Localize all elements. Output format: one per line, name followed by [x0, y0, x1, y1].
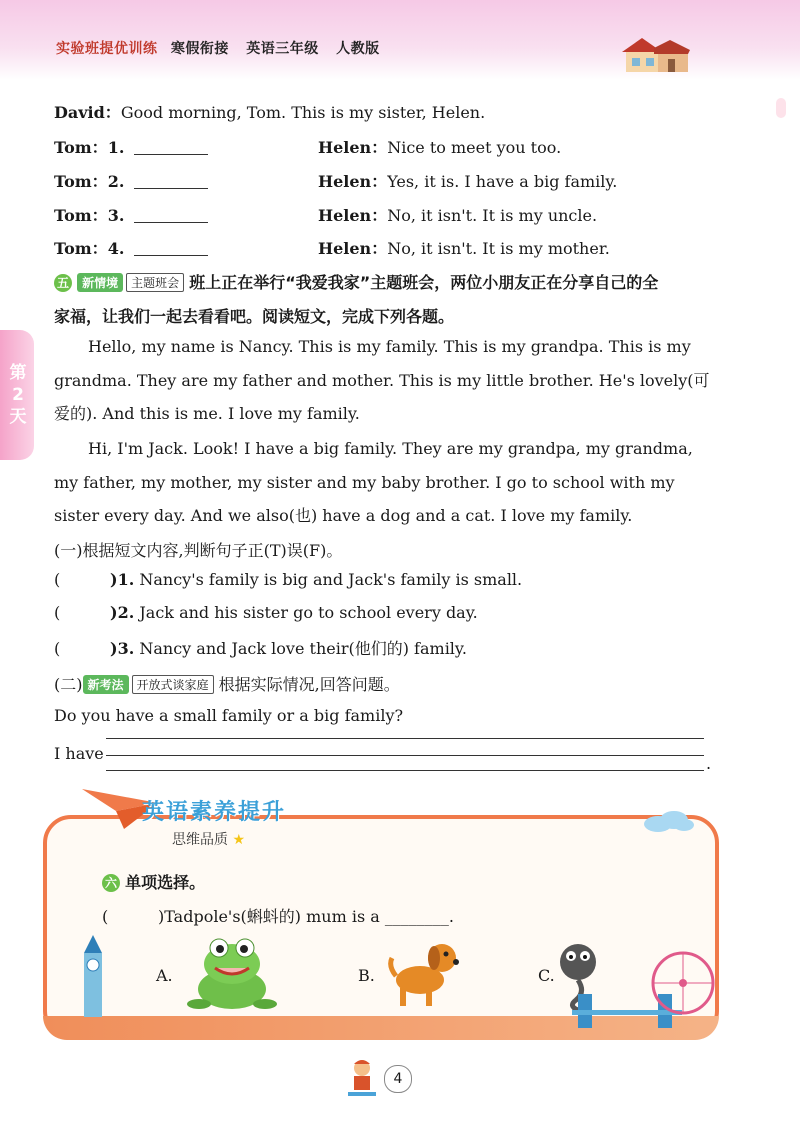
instruction-text: 班上正在举行“我爱我家”主题班会，两位小朋友正在分享自己的全: [189, 273, 659, 292]
page-number: 4: [384, 1065, 412, 1093]
answer-line[interactable]: [106, 755, 704, 756]
instruction-text-cont: 家福，让我们一起去看看吧。阅读短文，完成下列各题。: [54, 307, 455, 326]
open-question: Do you have a small family or a big family?: [54, 706, 404, 725]
item-number: )1.: [110, 570, 135, 589]
dialog-text: Good morning, Tom. This is my sister, Helen.: [120, 103, 486, 122]
dialog-text: No, it isn't. It is my uncle.: [387, 206, 598, 225]
speaker: Helen：: [318, 138, 388, 157]
answer-paren[interactable]: (: [54, 603, 61, 622]
answer-blank[interactable]: [134, 222, 208, 223]
tag-new-method: 新考法: [83, 675, 129, 694]
dialog-line-tom: [54, 203, 208, 226]
answer-paren[interactable]: (: [102, 907, 109, 926]
section-badge: 六: [102, 874, 120, 892]
speaker: Helen：: [318, 172, 388, 191]
item-text: Jack and his sister go to school every day.: [139, 603, 478, 622]
passage-line: 爱的). And this is me. I love my family.: [54, 404, 360, 423]
cloud-icon: [640, 810, 696, 832]
dialog-line-helen: [318, 203, 597, 226]
reading-passage-nancy: [54, 330, 734, 431]
section5-instruction: [54, 270, 658, 293]
speaker: Tom：: [54, 239, 108, 258]
reading-passage-jack: [54, 432, 734, 533]
tag-open-topic: 开放式谈家庭: [132, 675, 214, 694]
dialog-line-tom: [54, 236, 208, 259]
dialog-line-tom: [54, 169, 208, 192]
passage-line: sister every day. And we also(也) have a dog and a cat. I love my family.: [54, 506, 633, 525]
section6-heading: [102, 870, 205, 893]
section6-title: 单项选择。: [125, 873, 206, 892]
answer-paren[interactable]: (: [54, 570, 61, 589]
answer-end: .: [706, 754, 712, 773]
passage-line: grandma. They are my father and mother. This is my little brother. He's lovely(可: [54, 370, 710, 390]
item-number: )2.: [110, 603, 135, 622]
part1-title: (一)根据短文内容,判断句子正(T)误(F)。: [54, 541, 343, 560]
part2-instruction: 根据实际情况,回答问题。: [218, 675, 400, 694]
page-decoration: [776, 98, 786, 118]
speaker: Helen：: [318, 239, 388, 258]
option-label-b[interactable]: B.: [358, 966, 375, 985]
day-label: 第2天: [9, 363, 27, 427]
blank-number: 3.: [107, 206, 125, 225]
question-text: )Tadpole's(蝌蚪的) mum is a ________.: [158, 907, 454, 926]
item-number: )3.: [110, 639, 135, 658]
answer-blank[interactable]: [134, 255, 208, 256]
blank-number: 1.: [107, 138, 125, 157]
tf-item: [54, 636, 467, 659]
section-badge: 五: [54, 274, 72, 292]
day-side-tab: [0, 330, 34, 460]
item-text: Nancy's family is big and Jack's family is small.: [139, 570, 523, 589]
dog-icon: [386, 936, 462, 1010]
passage-line: Hi, I'm Jack. Look! I have a big family. They are my grandpa, my grandma,: [88, 439, 693, 458]
kid-icon: [340, 1056, 384, 1100]
dialog-line-helen: [318, 169, 617, 192]
header-item: 人教版: [336, 41, 380, 57]
answer-blank[interactable]: [134, 154, 208, 155]
option-label-c[interactable]: C.: [538, 966, 555, 985]
tag-theme: 主题班会: [126, 273, 184, 292]
tag-new-scenario: 新情境: [77, 273, 123, 292]
speaker: Tom：: [54, 206, 108, 225]
dialog-line-helen: [318, 135, 561, 158]
blank-number: 2.: [107, 172, 125, 191]
answer-paren[interactable]: (: [54, 639, 61, 658]
passage-line: Hello, my name is Nancy. This is my family. This is my grandpa. This is my: [88, 337, 691, 356]
item-text: Nancy and Jack love their(他们的) family.: [139, 639, 467, 658]
part2-prefix: (二): [54, 675, 83, 694]
speaker: Tom：: [54, 172, 108, 191]
ferris-wheel-icon: [648, 948, 718, 1018]
option-label-a[interactable]: A.: [156, 966, 173, 985]
clock-tower-icon: [78, 935, 108, 1017]
speaker: David：: [54, 103, 121, 122]
blank-number: 4.: [107, 239, 125, 258]
tf-item: [54, 603, 478, 622]
dialog-text: Yes, it is. I have a big family.: [387, 172, 618, 191]
answer-start: I have: [54, 744, 104, 763]
header-item: 寒假衔接: [170, 41, 229, 57]
choice-question: [102, 904, 454, 927]
frog-icon: [185, 934, 280, 1014]
header: [56, 38, 392, 58]
banner-title: 英语素养提升: [142, 800, 287, 825]
dialog-line-helen: [318, 236, 610, 259]
dialog-text: No, it isn't. It is my mother.: [387, 239, 610, 258]
dialog-line-tom: [54, 135, 208, 158]
banner-subtitle: 思维品质 ★: [172, 832, 246, 848]
dialog-text: Nice to meet you too.: [387, 138, 562, 157]
passage-line: my father, my mother, my sister and my baby brother. I go to school with my: [54, 472, 675, 492]
tf-item: [54, 570, 522, 589]
header-item: 英语三年级: [246, 41, 319, 57]
header-brand: 实验班提优训练: [56, 41, 158, 57]
part2-title: [54, 672, 400, 695]
dialog-line-david: [54, 100, 485, 123]
star-icon: ★: [232, 832, 246, 848]
answer-line[interactable]: [106, 770, 704, 771]
speaker: Helen：: [318, 206, 388, 225]
house-icon: [618, 34, 692, 74]
answer-blank[interactable]: [134, 188, 208, 189]
answer-line[interactable]: [106, 738, 704, 739]
speaker: Tom：: [54, 138, 108, 157]
